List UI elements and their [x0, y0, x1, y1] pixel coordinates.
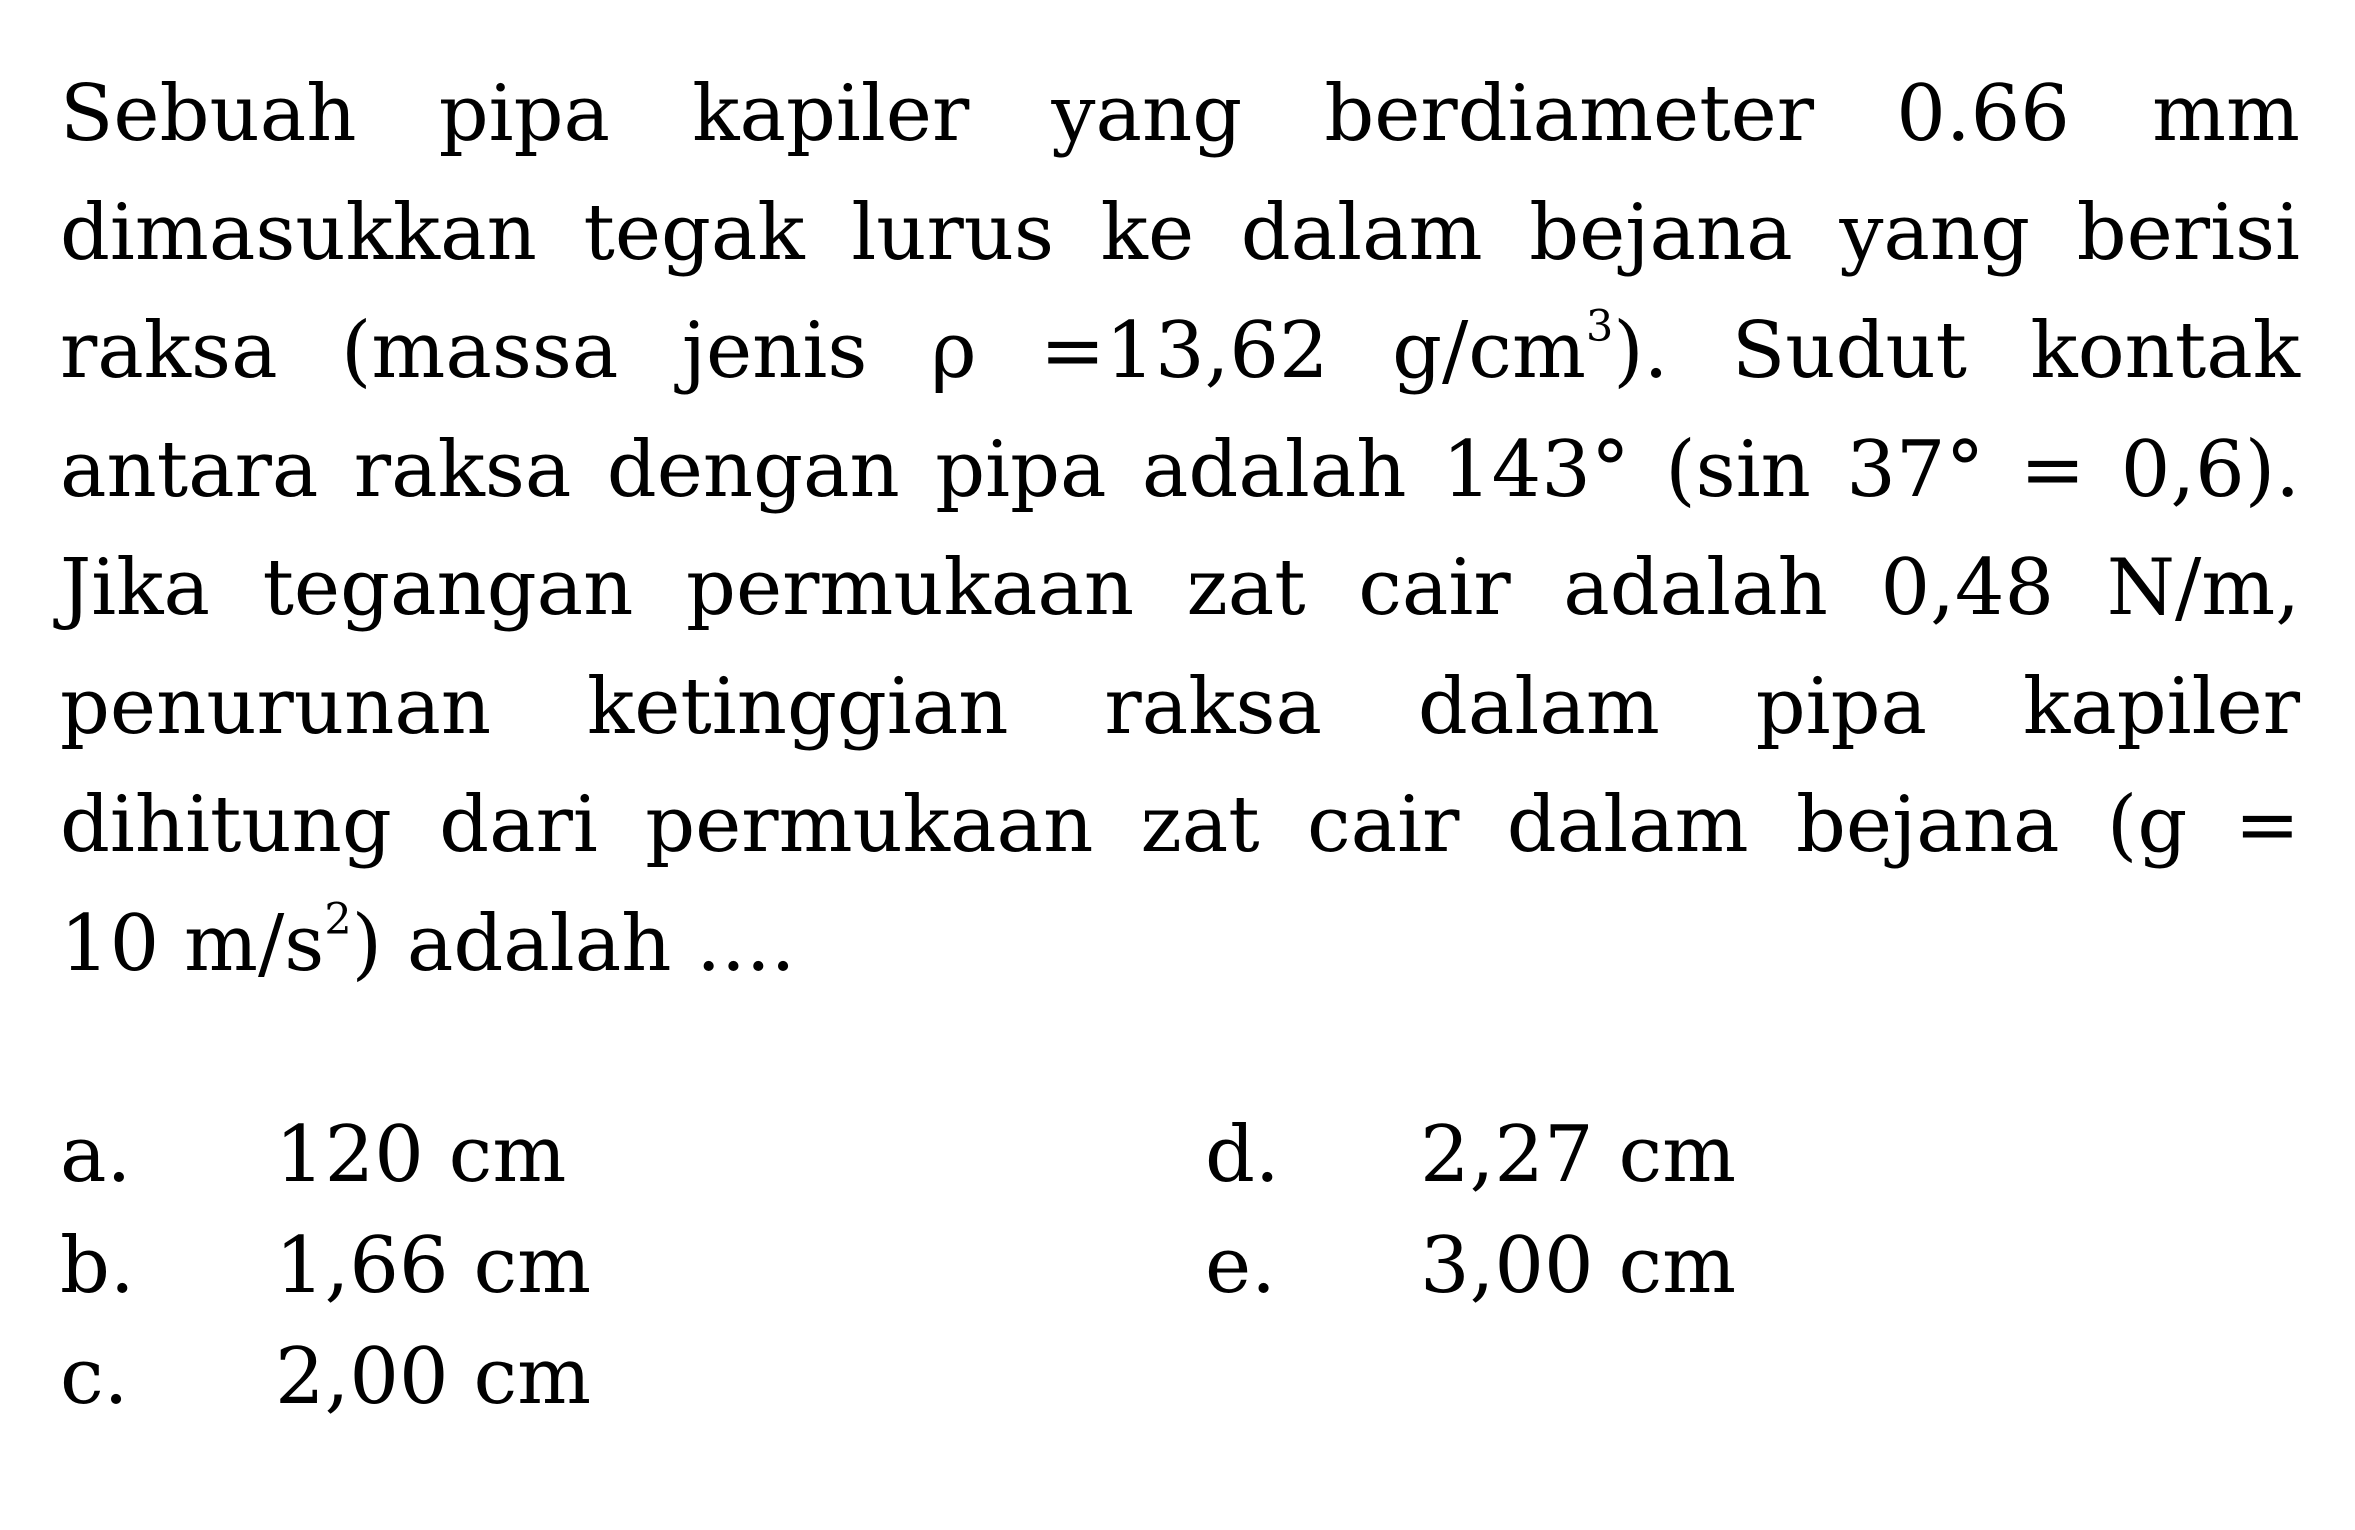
option-d[interactable] — [1205, 1100, 1736, 1211]
superscript-3: 3 — [1585, 301, 1614, 352]
option-b-letter: b. — [60, 1221, 135, 1311]
option-a[interactable] — [60, 1100, 566, 1211]
option-a-letter: a. — [60, 1110, 132, 1200]
option-a-text: 120 cm — [275, 1110, 567, 1200]
question-line-8-head: 10 m/s — [60, 898, 325, 989]
question-line-1: Sebuah pipa kapiler yang berdiameter 0.66 mm — [60, 69, 2300, 159]
option-c-letter: c. — [60, 1332, 129, 1422]
question-line-5: Jika tegangan permukaan zat cair adalah 0,48 N/m, — [60, 543, 2300, 633]
option-b-text: 1,66 cm — [275, 1221, 592, 1311]
question-line-4: antara raksa dengan pipa adalah 143° (sin 37° = 0,6). — [60, 424, 2300, 515]
question-line-8-tail: ) adalah .... — [351, 898, 796, 989]
question-page — [60, 55, 2300, 1422]
option-e[interactable] — [1205, 1211, 1736, 1322]
question-line-3 — [60, 292, 2300, 411]
option-c-text: 2,00 cm — [275, 1332, 592, 1422]
superscript-2: 2 — [324, 894, 352, 945]
option-d-text: 2,27 cm — [1420, 1110, 1737, 1200]
question-text — [60, 55, 2300, 1003]
option-b[interactable] — [60, 1211, 591, 1322]
option-d-letter: d. — [1205, 1110, 1280, 1200]
question-line-8 — [60, 885, 2300, 1004]
option-e-text: 3,00 cm — [1420, 1221, 1737, 1311]
option-c[interactable] — [60, 1322, 591, 1433]
question-line-6: penurunan ketinggian raksa dalam pipa kapiler — [60, 661, 2300, 752]
option-e-letter: e. — [1205, 1221, 1276, 1311]
question-line-7: dihitung dari permukaan zat cair dalam bejana (g = — [60, 780, 2300, 870]
question-line-3-head: raksa (massa jenis ρ =13,62 g/cm — [60, 306, 1586, 396]
question-line-2: dimasukkan tegak lurus ke dalam bejana yang berisi — [60, 187, 2300, 278]
question-line-3-tail: ). Sudut kontak — [1613, 306, 2300, 396]
